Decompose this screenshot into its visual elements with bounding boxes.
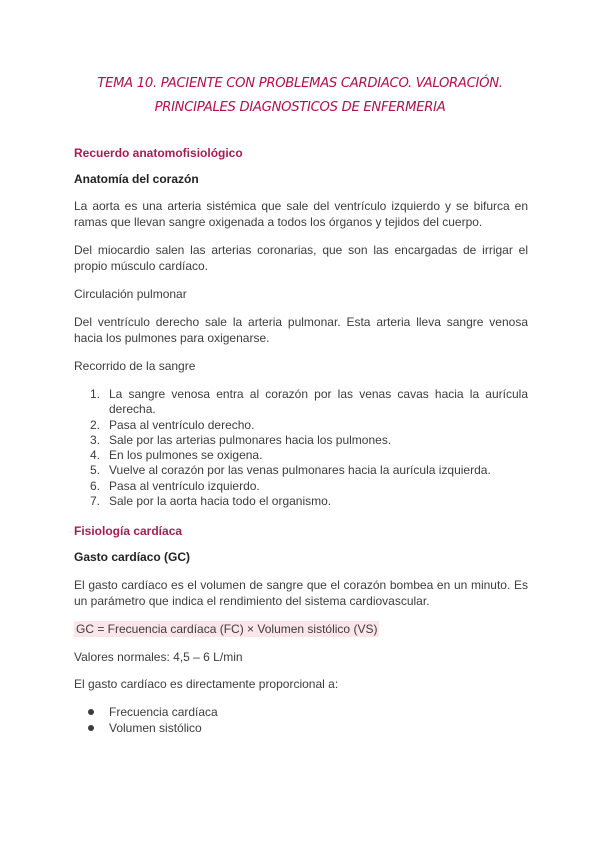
label-blood-route: Recorrido de la sangre (74, 359, 196, 373)
document-title-line-2: PRINCIPALES DIAGNOSTICOS DE ENFERMERIA (154, 100, 446, 115)
list-item (74, 433, 528, 448)
normal-values: Valores normales: 4,5 – 6 L/min (74, 650, 243, 664)
list-number: 6. (90, 478, 101, 493)
list-item (74, 418, 528, 433)
section-heading-physiology: Fisiología cardíaca (74, 524, 183, 538)
subheading-cardiac-output: Gasto cardíaco (GC) (74, 550, 191, 564)
list-number: 2. (90, 417, 101, 432)
list-item-text: En los pulmones se oxigena. (109, 448, 263, 463)
paragraph-cardiac-output: El gasto cardíaco es el volumen de sangre que el corazón bombea en un minuto. Es un parámetro que indica el rendimiento del sistema cardiovascular. (74, 578, 528, 608)
list-item-text: Vuelve al corazón por las venas pulmonares hacia la aurícula izquierda. (109, 463, 491, 478)
list-number: 5. (90, 463, 101, 478)
paragraph-aorta: La aorta es una arteria sistémica que sale del ventrículo izquierdo y se bifurca en ramas que llevan sangre oxigenada a todos los órganos y tejidos del cuerpo. (74, 199, 528, 229)
list-item (74, 387, 528, 418)
proportional-list (74, 704, 528, 736)
list-number: 3. (90, 432, 101, 447)
bullet-icon (88, 709, 94, 715)
list-item-text: Sale por las arterias pulmonares hacia los pulmones. (109, 432, 392, 447)
formula-highlight: GC = Frecuencia cardíaca (FC) × Volumen sistólico (VS) (76, 622, 378, 636)
list-item (74, 720, 528, 736)
list-item-text: Volumen sistólico (109, 721, 202, 735)
list-number: 4. (90, 448, 101, 463)
blood-route-list (74, 387, 528, 509)
list-item (74, 463, 528, 478)
document-title-line-1: TEMA 10. PACIENTE CON PROBLEMAS CARDIACO. VALORACIÓN. (97, 76, 503, 91)
list-item-text: Pasa al ventrículo derecho. (109, 417, 255, 432)
list-item (74, 448, 528, 463)
proportional-intro: El gasto cardíaco es directamente proporcional a: (74, 677, 339, 691)
section-heading-anatomy: Recuerdo anatomofisiológico (74, 146, 243, 160)
list-item (74, 704, 528, 720)
list-item (74, 494, 528, 509)
list-item-text: Sale por la aorta hacia todo el organismo. (109, 494, 332, 509)
list-item-text: Pasa al ventrículo izquierdo. (109, 478, 260, 493)
list-item (74, 479, 528, 494)
label-pulmonary-circulation: Circulación pulmonar (74, 287, 187, 301)
bullet-icon (88, 725, 94, 731)
paragraph-coronary: Del miocardio salen las arterias coronarias, que son las encargadas de irrigar el propio músculo cardíaco. (74, 243, 528, 273)
list-number: 7. (90, 494, 101, 509)
subheading-heart-anatomy: Anatomía del corazón (74, 172, 199, 186)
list-number: 1. (90, 387, 101, 401)
paragraph-pulmonary-artery: Del ventrículo derecho sale la arteria pulmonar. Esta arteria lleva sangre venosa hacia los pulmones para oxigenarse. (74, 315, 528, 345)
list-item-text: Frecuencia cardíaca (109, 705, 218, 719)
list-item-text: La sangre venosa entra al corazón por las venas cavas hacia la aurícula derecha. (109, 387, 528, 417)
formula-block (74, 620, 528, 638)
